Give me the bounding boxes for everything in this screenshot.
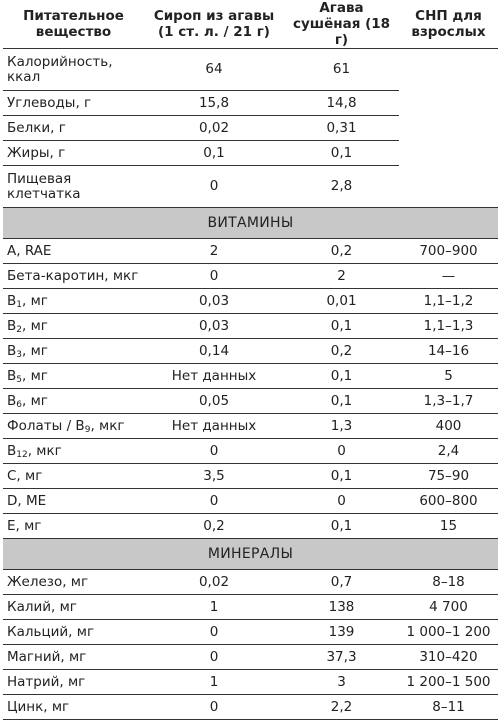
row-dried: 0,1 <box>284 364 399 389</box>
row-name-subscript: 6 <box>16 399 22 410</box>
row-name: Калорийность, ккал <box>3 49 144 91</box>
row-name: Белки, г <box>3 116 144 141</box>
row-rda: 1,1–1,2 <box>399 289 498 314</box>
table-row <box>3 595 498 620</box>
nutrition-table <box>3 0 498 720</box>
row-name <box>3 289 144 314</box>
row-syrup: 0,2 <box>144 514 284 539</box>
table-row <box>3 439 498 464</box>
row-dried: 0,2 <box>284 239 399 264</box>
section-title: МИНЕРАЛЫ <box>3 539 498 570</box>
table-header <box>3 0 498 49</box>
row-dried: 2 <box>284 264 399 289</box>
row-dried: 0,1 <box>284 464 399 489</box>
row-name <box>3 314 144 339</box>
row-rda: 8–11 <box>399 695 498 720</box>
table-row <box>3 314 498 339</box>
row-syrup: 0 <box>144 620 284 645</box>
row-rda: 2,4 <box>399 439 498 464</box>
table-row <box>3 239 498 264</box>
row-name: Жиры, г <box>3 141 144 166</box>
row-dried: 0,7 <box>284 570 399 595</box>
row-name <box>3 489 144 514</box>
row-name <box>3 339 144 364</box>
minerals-section <box>3 539 498 570</box>
row-rda: 1,3–1,7 <box>399 389 498 414</box>
row-dried: 37,3 <box>284 645 399 670</box>
row-name-subscript: 9 <box>84 424 91 435</box>
row-name-unit: , мг <box>22 292 48 309</box>
row-name-text: Бета-каротин, мкг <box>7 267 139 284</box>
row-syrup: 0,02 <box>144 570 284 595</box>
row-name-text: A, RAE <box>7 242 52 259</box>
table-row <box>3 464 498 489</box>
row-rda <box>399 116 498 141</box>
row-dried: 61 <box>284 49 399 91</box>
row-name-unit: , мкг <box>90 417 125 434</box>
row-dried: 0,31 <box>284 116 399 141</box>
row-rda: 1 200–1 500 <box>399 670 498 695</box>
table-row <box>3 670 498 695</box>
row-syrup: 1 <box>144 670 284 695</box>
row-name-unit: , мг <box>22 392 48 409</box>
row-dried: 139 <box>284 620 399 645</box>
table-row <box>3 166 498 208</box>
row-name-unit: , мкг <box>27 442 62 459</box>
table-row <box>3 289 498 314</box>
row-syrup: 0 <box>144 645 284 670</box>
row-name-subscript: 12 <box>16 449 28 460</box>
row-dried: 0,1 <box>284 141 399 166</box>
row-name: Калий, мг <box>3 595 144 620</box>
table-row <box>3 91 498 116</box>
row-name-unit: , мг <box>22 367 48 384</box>
row-syrup: 0 <box>144 695 284 720</box>
row-name-text: B <box>7 367 17 384</box>
vitamins-section <box>3 208 498 239</box>
row-rda: 15 <box>399 514 498 539</box>
macros-section <box>3 49 498 208</box>
row-rda: 4 700 <box>399 595 498 620</box>
row-rda <box>399 166 498 208</box>
table-row <box>3 695 498 720</box>
row-syrup: 0,03 <box>144 289 284 314</box>
row-name: Железо, мг <box>3 570 144 595</box>
row-name-subscript: 2 <box>16 324 22 335</box>
row-dried: 0 <box>284 439 399 464</box>
table-row <box>3 570 498 595</box>
table-row <box>3 414 498 439</box>
row-dried: 0,1 <box>284 514 399 539</box>
row-name-subscript: 1 <box>16 299 22 310</box>
row-syrup: 2 <box>144 239 284 264</box>
row-name-text: Фолаты / B <box>7 417 85 434</box>
row-name <box>3 514 144 539</box>
header-nutrient: Питательное вещество <box>3 0 144 49</box>
row-dried: 138 <box>284 595 399 620</box>
row-dried: 0,01 <box>284 289 399 314</box>
row-name <box>3 239 144 264</box>
row-name <box>3 414 144 439</box>
row-name-text: B <box>7 342 17 359</box>
header-dried: Агава сушёная (18 г) <box>284 0 399 49</box>
table-row <box>3 264 498 289</box>
row-rda: 5 <box>399 364 498 389</box>
table-row <box>3 49 498 91</box>
row-rda: 8–18 <box>399 570 498 595</box>
row-name-text: B <box>7 292 17 309</box>
table-row <box>3 620 498 645</box>
table-row <box>3 645 498 670</box>
section-header <box>3 539 498 570</box>
row-dried: 3 <box>284 670 399 695</box>
table-row <box>3 489 498 514</box>
row-name <box>3 264 144 289</box>
minerals-rows <box>3 570 498 720</box>
row-syrup: 0,03 <box>144 314 284 339</box>
table-row <box>3 364 498 389</box>
row-rda: 1,1–1,3 <box>399 314 498 339</box>
row-syrup: 0 <box>209 178 219 194</box>
row-syrup: 0,02 <box>144 116 284 141</box>
row-dried: 1,3 <box>284 414 399 439</box>
table-row <box>3 116 498 141</box>
row-syrup: Нет данных <box>144 414 284 439</box>
row-dried: 0,2 <box>284 339 399 364</box>
row-rda <box>399 91 498 116</box>
section-title: ВИТАМИНЫ <box>3 208 498 239</box>
row-syrup: 3,5 <box>144 464 284 489</box>
row-name-text: B <box>7 442 17 459</box>
row-name: Кальций, мг <box>3 620 144 645</box>
row-rda: — <box>399 264 498 289</box>
row-name: Магний, мг <box>3 645 144 670</box>
row-name <box>3 464 144 489</box>
row-name: Цинк, мг <box>3 695 144 720</box>
row-rda: 700–900 <box>399 239 498 264</box>
row-name <box>3 364 144 389</box>
row-name-subscript: 3 <box>16 349 22 360</box>
row-dried: 0,1 <box>284 314 399 339</box>
row-name: Углеводы, г <box>3 91 144 116</box>
row-name-text: D, МЕ <box>7 492 47 509</box>
row-name-text: B <box>7 392 17 409</box>
row-dried: 2,8 <box>330 178 353 194</box>
row-dried: 0,1 <box>284 389 399 414</box>
row-syrup: 0,14 <box>144 339 284 364</box>
row-rda: 75–90 <box>399 464 498 489</box>
row-syrup: Нет данных <box>144 364 284 389</box>
row-syrup: 15,8 <box>144 91 284 116</box>
row-name <box>3 439 144 464</box>
row-name-text: B <box>7 317 17 334</box>
row-rda: 14–16 <box>399 339 498 364</box>
row-syrup: 0,05 <box>144 389 284 414</box>
row-name-text: C, мг <box>7 467 43 484</box>
row-name: Натрий, мг <box>3 670 144 695</box>
row-rda: 400 <box>399 414 498 439</box>
header-syrup: Сироп из агавы (1 ст. л. / 21 г) <box>144 0 284 49</box>
row-syrup: 0 <box>144 489 284 514</box>
row-syrup: 1 <box>144 595 284 620</box>
row-name <box>3 389 144 414</box>
row-name-unit: , мг <box>22 317 48 334</box>
row-dried: 14,8 <box>284 91 399 116</box>
row-syrup: 0 <box>144 264 284 289</box>
row-rda: 600–800 <box>399 489 498 514</box>
section-header <box>3 208 498 239</box>
row-name-unit: , мг <box>22 342 48 359</box>
row-name-text: E, мг <box>7 517 42 534</box>
header-row <box>3 0 498 49</box>
row-dried: 2,2 <box>284 695 399 720</box>
row-syrup: 64 <box>144 49 284 91</box>
table-row <box>3 339 498 364</box>
row-rda <box>399 49 498 91</box>
vitamins-rows <box>3 239 498 539</box>
row-name-subscript: 5 <box>16 374 22 385</box>
row-rda: 1 000–1 200 <box>399 620 498 645</box>
table-row <box>3 389 498 414</box>
row-rda: 310–420 <box>399 645 498 670</box>
table-row <box>3 141 498 166</box>
row-syrup: 0,1 <box>144 141 284 166</box>
row-rda <box>399 141 498 166</box>
row-dried: 0 <box>284 489 399 514</box>
table-row <box>3 514 498 539</box>
row-name: Пищевая клетчатка <box>7 170 81 202</box>
header-rda: СНП для взрослых <box>399 0 498 49</box>
row-syrup: 0 <box>144 439 284 464</box>
